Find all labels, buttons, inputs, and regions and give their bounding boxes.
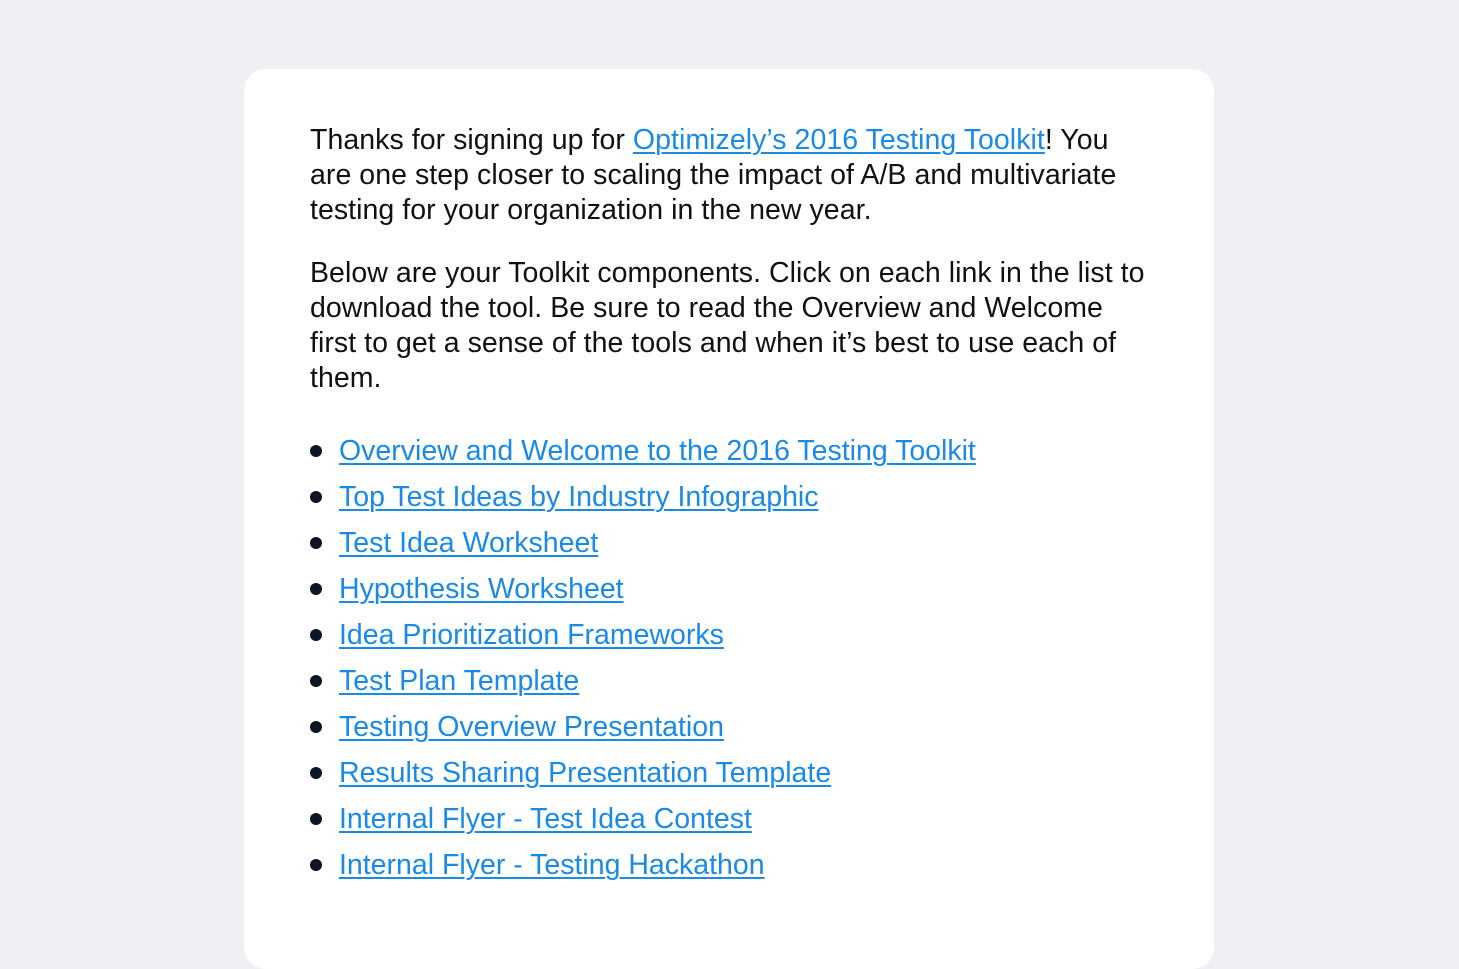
bullet-icon — [310, 813, 322, 825]
bullet-icon — [310, 721, 322, 733]
tool-link-flyer-contest[interactable]: Internal Flyer - Test Idea Contest — [339, 803, 752, 835]
intro-suffix: ! You are one step closer to scaling the impact of A/B and multivariate testing for your organization in the new year. — [310, 124, 1117, 226]
list-item — [310, 520, 1148, 566]
tool-link-results-sharing-template[interactable]: Results Sharing Presentation Template — [339, 757, 832, 789]
list-item — [310, 704, 1148, 750]
bullet-icon — [310, 491, 322, 503]
list-item — [310, 842, 1148, 888]
list-item — [310, 658, 1148, 704]
list-item — [310, 428, 1148, 474]
bullet-icon — [310, 445, 322, 457]
intro-prefix: Thanks for signing up for — [310, 124, 633, 156]
email-card — [244, 69, 1214, 969]
list-item — [310, 566, 1148, 612]
toolkit-list — [310, 428, 1148, 888]
bullet-icon — [310, 859, 322, 871]
bullet-icon — [310, 629, 322, 641]
list-item — [310, 474, 1148, 520]
toolkit-link[interactable]: Optimizely’s 2016 Testing Toolkit — [632, 124, 1045, 156]
list-item — [310, 612, 1148, 658]
tool-link-prioritization-frameworks[interactable]: Idea Prioritization Frameworks — [339, 619, 724, 651]
tool-link-overview[interactable]: Overview and Welcome to the 2016 Testing Toolkit — [339, 435, 976, 467]
bullet-icon — [310, 675, 322, 687]
tool-link-test-plan-template[interactable]: Test Plan Template — [339, 665, 580, 697]
tool-link-infographic[interactable]: Top Test Ideas by Industry Infographic — [339, 481, 819, 513]
list-item — [310, 796, 1148, 842]
tool-link-flyer-hackathon[interactable]: Internal Flyer - Testing Hackathon — [339, 849, 765, 881]
tool-link-hypothesis-worksheet[interactable]: Hypothesis Worksheet — [339, 573, 624, 605]
bullet-icon — [310, 583, 322, 595]
list-item — [310, 750, 1148, 796]
bullet-icon — [310, 767, 322, 779]
tool-link-overview-presentation[interactable]: Testing Overview Presentation — [339, 711, 724, 743]
bullet-icon — [310, 537, 322, 549]
intro-paragraph — [310, 123, 1148, 228]
instructions-paragraph: Below are your Toolkit components. Click on each link in the list to download the tool. Be sure to read the Overview and Welcome first to get a sense of the tools and when it’s best to use each of them. — [310, 257, 1145, 394]
tool-link-test-idea-worksheet[interactable]: Test Idea Worksheet — [339, 527, 599, 559]
